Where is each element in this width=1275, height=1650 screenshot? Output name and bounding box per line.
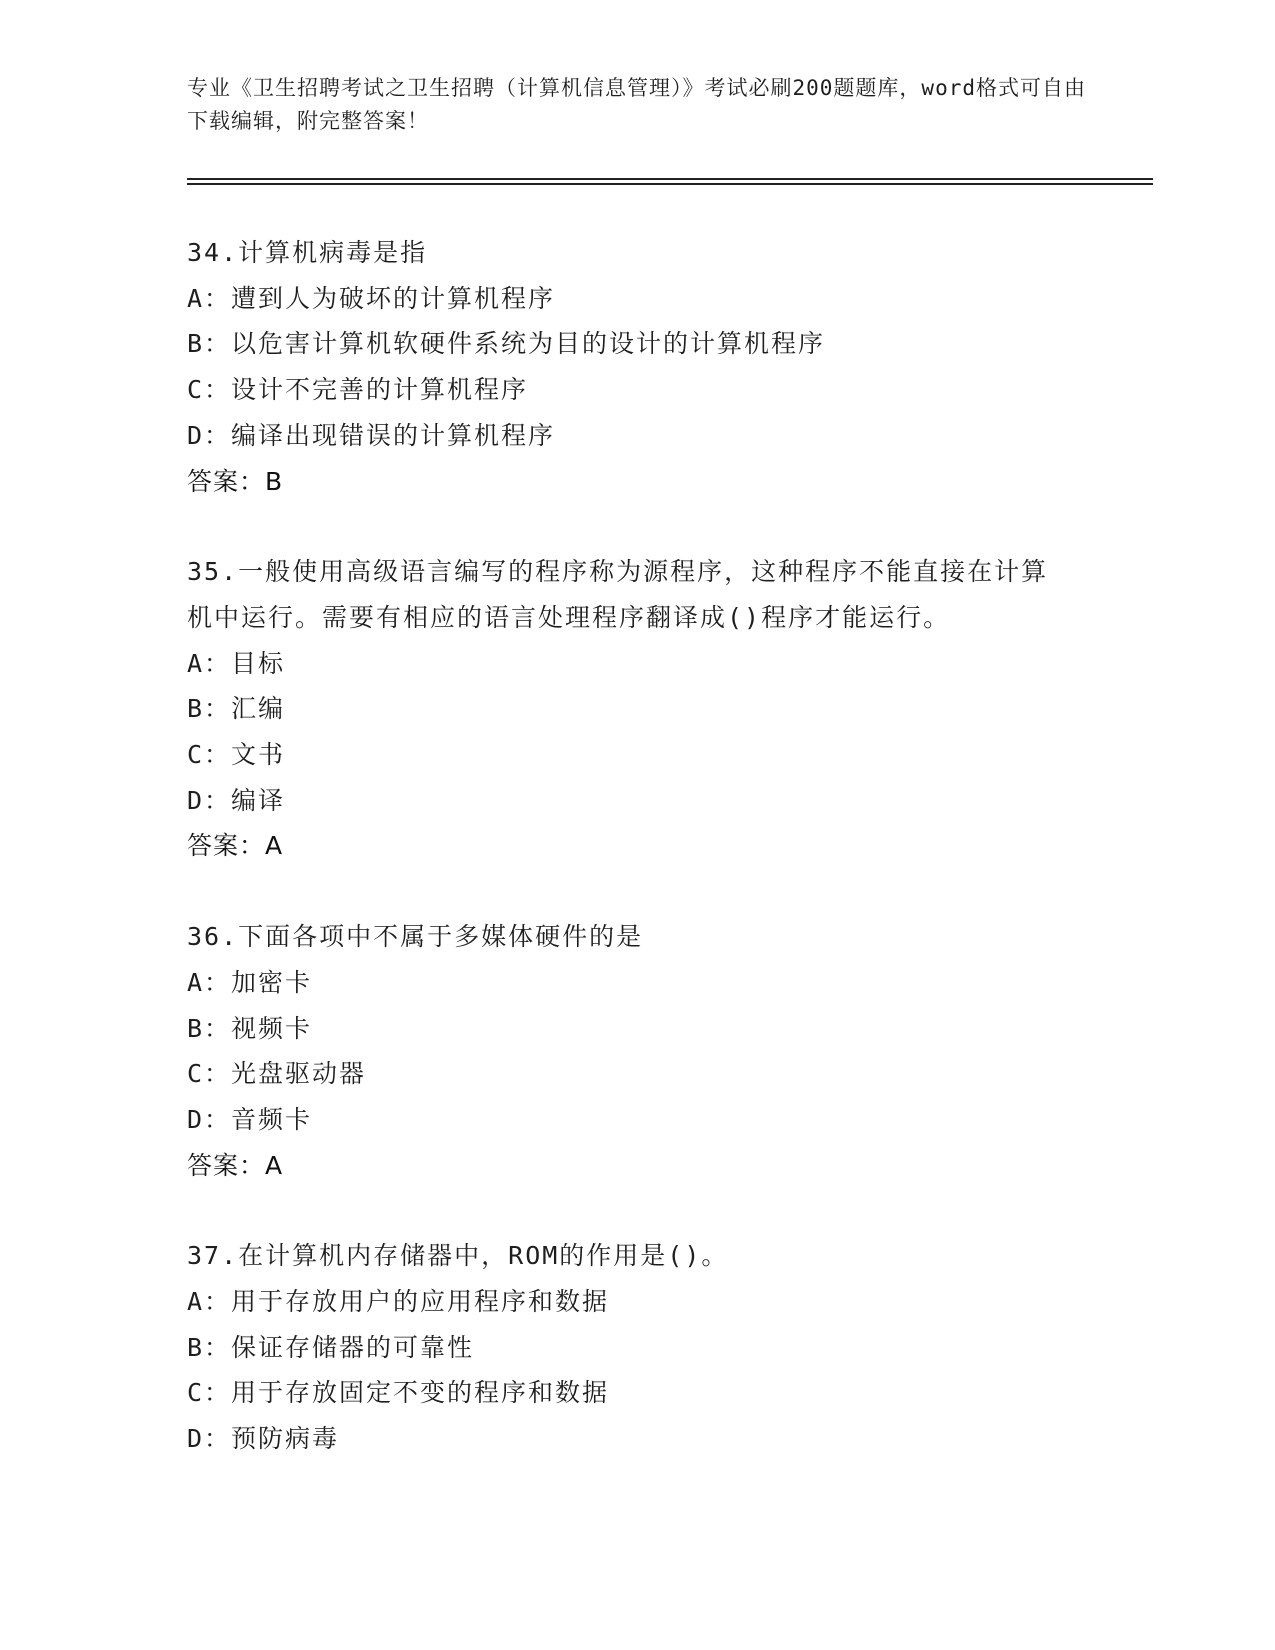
option-label: B： — [187, 329, 232, 359]
option-text: 编译 — [231, 785, 286, 815]
option-label: C： — [187, 1059, 232, 1089]
option-text: 编译出现错误的计算机程序 — [231, 420, 556, 450]
question-36 — [187, 914, 1087, 1188]
question-list — [187, 230, 1087, 1462]
option-text: 音频卡 — [231, 1104, 313, 1134]
header-rule-bottom — [187, 183, 1153, 185]
option-label: B： — [187, 1013, 232, 1043]
option-text: 遭到人为破坏的计算机程序 — [231, 283, 556, 313]
option-text: 设计不完善的计算机程序 — [231, 375, 529, 405]
question-34 — [187, 230, 1087, 504]
header-rule-top — [187, 178, 1153, 180]
option-text: 预防病毒 — [231, 1424, 340, 1454]
question-stem: 36.下面各项中不属于多媒体硬件的是 — [187, 922, 644, 952]
option-b — [187, 686, 1087, 732]
option-text: 光盘驱动器 — [231, 1059, 367, 1089]
option-label: A： — [187, 967, 232, 997]
option-b — [187, 1325, 1087, 1371]
option-d — [187, 1416, 1087, 1462]
option-label: C： — [187, 1378, 232, 1408]
option-text: 视频卡 — [231, 1013, 313, 1043]
option-text: 加密卡 — [231, 967, 313, 997]
option-label: A： — [187, 1287, 232, 1317]
option-text: 保证存储器的可靠性 — [231, 1332, 475, 1362]
question-35 — [187, 549, 1087, 869]
option-label: D： — [187, 1424, 232, 1454]
option-b — [187, 321, 1087, 367]
option-label: A： — [187, 648, 232, 678]
option-text: 以危害计算机软硬件系统为目的设计的计算机程序 — [231, 329, 826, 359]
option-a — [187, 1279, 1087, 1325]
option-text: 用于存放固定不变的程序和数据 — [231, 1378, 610, 1408]
option-c — [187, 732, 1087, 778]
option-d — [187, 1097, 1087, 1143]
question-stem: 35.一般使用高级语言编写的程序称为源程序，这种程序不能直接在计算机中运行。需要有相应的语言处理程序翻译成()程序才能运行。 — [187, 557, 1049, 632]
option-c — [187, 1051, 1087, 1097]
option-label: A： — [187, 283, 232, 313]
document-header: 专业《卫生招聘考试之卫生招聘（计算机信息管理）》考试必刷200题题库，word格式可自由下载编辑，附完整答案！ — [187, 76, 1086, 133]
question-stem: 34.计算机病毒是指 — [187, 238, 428, 267]
option-label: B： — [187, 694, 232, 724]
option-a — [187, 960, 1087, 1006]
answer: 答案：B — [187, 466, 284, 496]
question-37 — [187, 1233, 1087, 1462]
option-d — [187, 778, 1087, 824]
option-label: D： — [187, 785, 232, 815]
option-c — [187, 1370, 1087, 1416]
option-c — [187, 367, 1087, 413]
answer: 答案：A — [187, 1150, 284, 1180]
option-text: 目标 — [231, 648, 286, 678]
option-label: C： — [187, 375, 232, 405]
option-label: D： — [187, 420, 232, 450]
option-b — [187, 1006, 1087, 1052]
option-a — [187, 276, 1087, 322]
option-text: 用于存放用户的应用程序和数据 — [231, 1287, 610, 1317]
option-label: D： — [187, 1104, 232, 1134]
question-stem: 37.在计算机内存储器中，ROM的作用是()。 — [187, 1241, 729, 1271]
option-text: 汇编 — [231, 694, 286, 724]
option-a — [187, 641, 1087, 687]
option-label: C： — [187, 740, 232, 770]
option-label: B： — [187, 1332, 232, 1362]
option-d — [187, 413, 1087, 459]
option-text: 文书 — [231, 740, 286, 770]
answer: 答案：A — [187, 831, 284, 861]
